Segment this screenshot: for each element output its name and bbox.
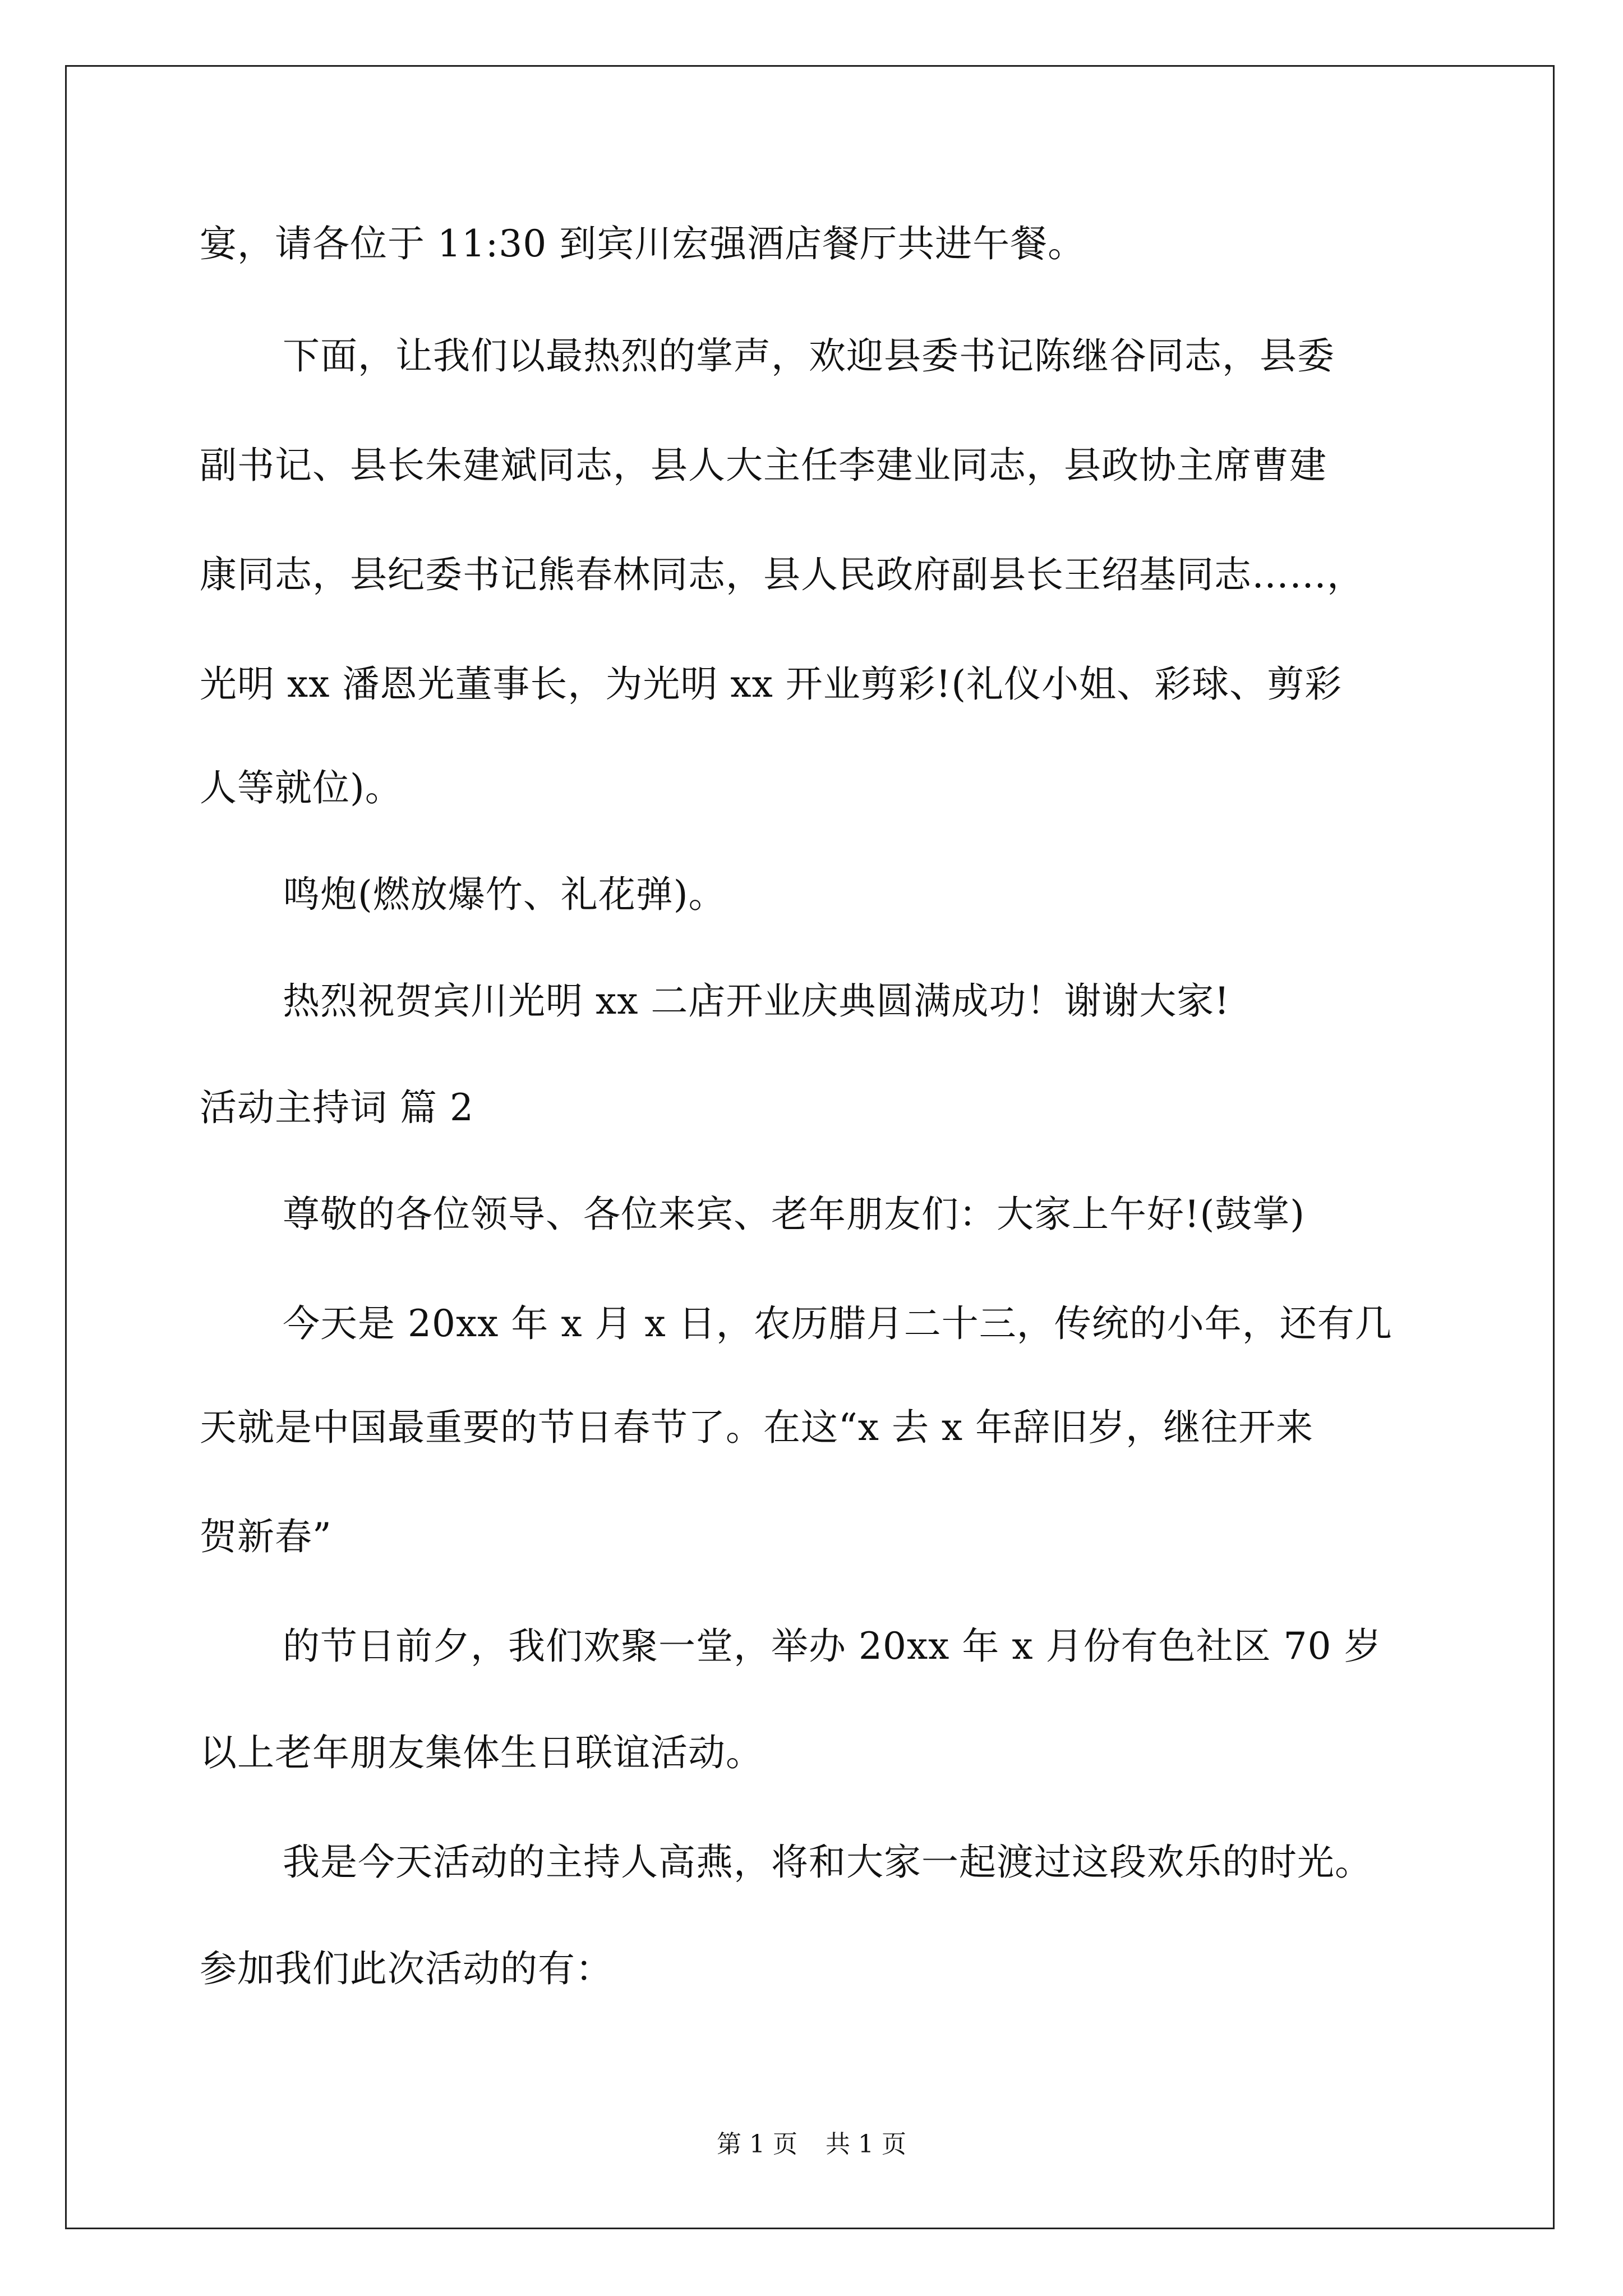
text-line: 我是今天活动的主持人高燕，将和大家一起渡过这段欢乐的时光。 bbox=[283, 1841, 1372, 1884]
page-border bbox=[65, 65, 1555, 2229]
text-line: 鸣炮(燃放爆竹、礼花弹)。 bbox=[283, 873, 726, 916]
page-total: 共 1 页 bbox=[826, 2130, 906, 2159]
text-line: 下面，让我们以最热烈的掌声，欢迎县委书记陈继谷同志，县委 bbox=[283, 334, 1335, 378]
text-line: 天就是中国最重要的节日春节了。在这“x 去 x 年辞旧岁，继往开来 bbox=[200, 1406, 1314, 1449]
page-footer bbox=[0, 2129, 1623, 2160]
text-line: 康同志，县纪委书记熊春林同志，县人民政府副县长王绍基同志……， bbox=[200, 553, 1364, 596]
text-line: 尊敬的各位领导、各位来宾、老年朋友们：大家上午好!(鼓掌) bbox=[283, 1193, 1306, 1236]
text-line: 副书记、县长朱建斌同志，县人大主任李建业同志，县政协主席曹建 bbox=[200, 444, 1327, 487]
text-line: 贺新春” bbox=[200, 1515, 332, 1558]
text-line: 以上老年朋友集体生日联谊活动。 bbox=[200, 1731, 763, 1774]
text-line: 热烈祝贺宾川光明 xx 二店开业庆典圆满成功！谢谢大家! bbox=[283, 979, 1230, 1023]
text-line: 的节日前夕，我们欢聚一堂，举办 20xx 年 x 月份有色社区 70 岁 bbox=[283, 1625, 1382, 1668]
text-line: 人等就位)。 bbox=[200, 766, 403, 809]
text-line: 今天是 20xx 年 x 月 x 日，农历腊月二十三，传统的小年，还有几 bbox=[283, 1302, 1393, 1345]
text-line: 参加我们此次活动的有： bbox=[200, 1947, 613, 1990]
page-number: 第 1 页 bbox=[717, 2130, 797, 2159]
text-line: 宴，请各位于 11:30 到宾川宏强酒店餐厅共进午餐。 bbox=[200, 222, 1086, 265]
text-line: 光明 xx 潘恩光董事长，为光明 xx 开业剪彩!(礼仪小姐、彩球、剪彩 bbox=[200, 662, 1343, 706]
section-heading: 活动主持词 篇 2 bbox=[200, 1086, 474, 1129]
